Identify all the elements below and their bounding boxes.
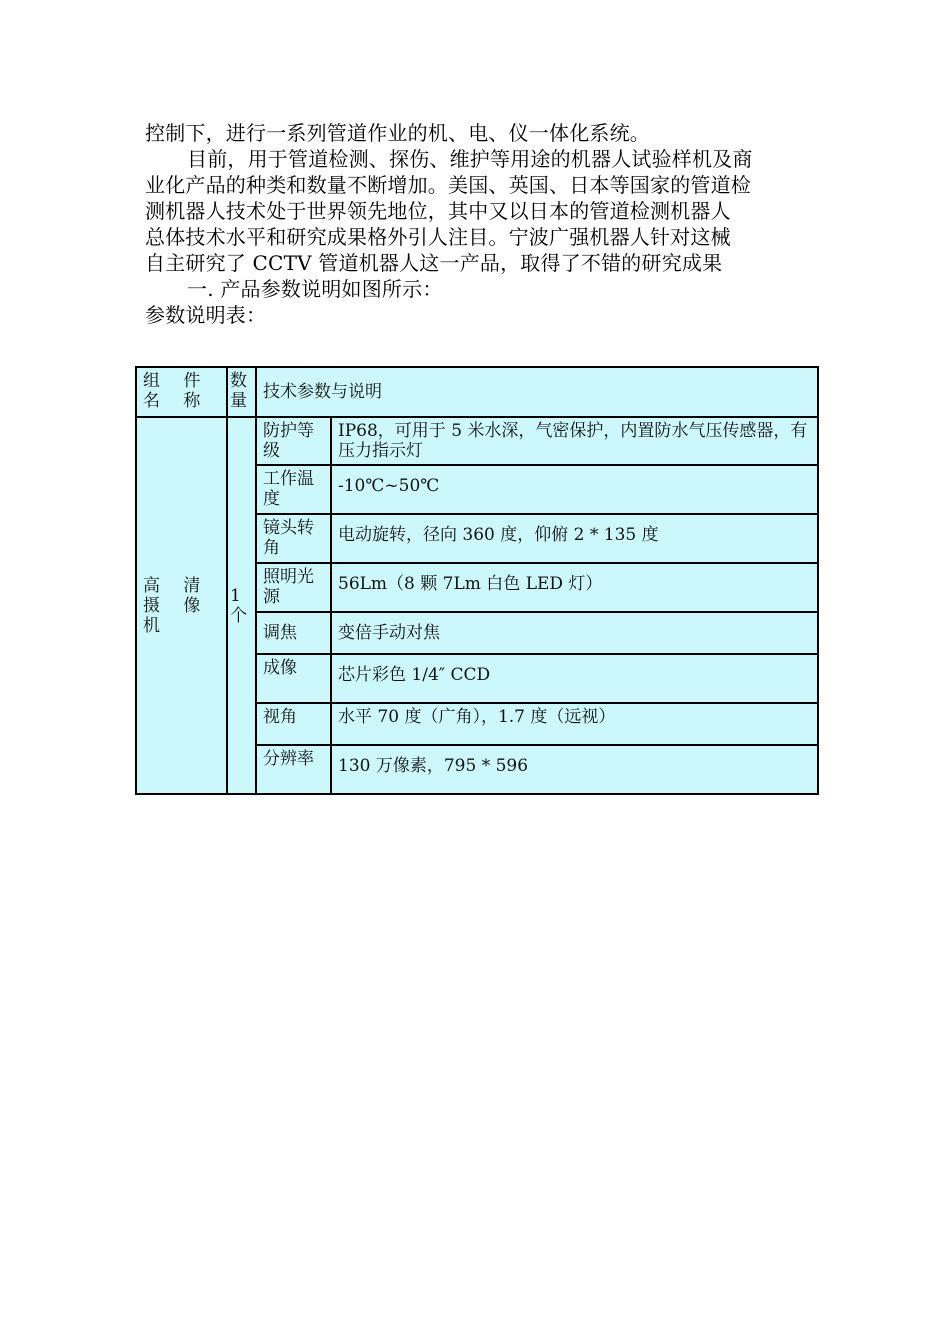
spec-item: 成像 [256, 654, 331, 703]
spec-value: 电动旋转，径向 360 度，仰俯 2 * 135 度 [331, 514, 818, 563]
parameter-table [135, 366, 819, 795]
spec-value: 130 万像素，795 * 596 [331, 745, 818, 794]
body-text [145, 120, 815, 328]
spec-value: 芯片彩色 1/4″ CCD [331, 654, 818, 703]
spec-value: 水平 70 度（广角），1.7 度（远视） [331, 703, 818, 745]
spec-value: 变倍手动对焦 [331, 612, 818, 654]
spec-item: 照明光源 [256, 563, 331, 612]
header-quantity: 数量 [227, 367, 256, 417]
table-row [136, 417, 818, 465]
table-header-row [136, 367, 818, 417]
spec-item: 防护等级 [256, 417, 331, 465]
component-quantity: 1 个 [227, 417, 256, 794]
section-heading: 一. 产品参数说明如图所示： [187, 277, 443, 301]
paragraph-line: 业化产品的种类和数量不断增加。美国、英国、日本等国家的管道检 [145, 173, 751, 197]
paragraph-line: 总体技术水平和研究成果格外引人注目。宁波广强机器人针对这械 [145, 225, 731, 249]
spec-item: 视角 [256, 703, 331, 745]
table-caption: 参数说明表： [145, 303, 267, 327]
header-component: 组 件 名 称 [136, 367, 227, 417]
paragraph-line: 测机器人技术处于世界领先地位，其中又以日本的管道检测机器人 [145, 199, 731, 223]
spec-item: 分辨率 [256, 745, 331, 794]
paragraph-line: 目前，用于管道检测、探伤、维护等用途的机器人试验样机及商 [187, 147, 753, 171]
spec-item: 调焦 [256, 612, 331, 654]
spec-value: 56Lm（8 颗 7Lm 白色 LED 灯） [331, 563, 818, 612]
spec-value: -10℃~50℃ [331, 465, 818, 514]
header-spec: 技术参数与说明 [256, 367, 818, 417]
paragraph-line: 自主研究了 CCTV 管道机器人这一产品，取得了不错的研究成果 [145, 251, 723, 275]
component-name: 高 清 摄 像机 [136, 417, 227, 794]
paragraph-line: 控制下，进行一系列管道作业的机、电、仪一体化系统。 [145, 121, 650, 145]
spec-item: 工作温度 [256, 465, 331, 514]
spec-item: 镜头转角 [256, 514, 331, 563]
spec-value: IP68，可用于 5 米水深，气密保护，内置防水气压传感器，有压力指示灯 [331, 417, 818, 465]
